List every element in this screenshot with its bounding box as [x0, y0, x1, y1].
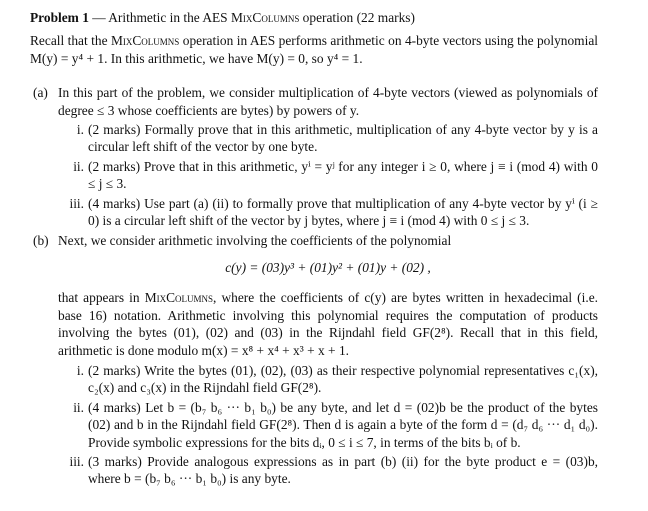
part-b-label: (b) [33, 233, 49, 249]
part-a-text: In this part of the problem, we consider multiplication of 4-byte vectors (viewed as polynomials of degree ≤ 3 whose coefficients are bytes) by powers of y. [58, 85, 598, 118]
item-label: ii. [73, 399, 84, 415]
polynomial-equation: c(y) = (03)y³ + (01)y² + (01)y + (02) , [225, 259, 431, 275]
item-label: iii. [69, 195, 84, 211]
part-b-item-2 [30, 399, 598, 451]
problem-document [30, 9, 598, 488]
intro-text-1: Recall that the [30, 33, 111, 49]
item-text: (2 marks) Prove that in this arithmetic, yⁱ = yʲ for any integer i ≥ 0, where j ≡ i (mod 4) with 0 ≤ j ≤ 3. [88, 158, 598, 192]
part-b-item-1 [30, 362, 598, 397]
problem-number: Problem 1 [30, 10, 89, 25]
part-b-text: Next, we consider arithmetic involving the coefficients of the polynomial [58, 233, 452, 249]
item-text: (3 marks) Provide analogous expressions as in part (b) (ii) for the byte product e = (03)b, where b = (b₇ b₆ ··· b₁ b₀) is any byte. [88, 453, 598, 487]
mixcolumns-term: MixColumns [144, 290, 214, 306]
item-label: i. [76, 122, 84, 138]
part-a-item-3 [30, 195, 598, 230]
part-a-item-2 [30, 158, 598, 193]
title-tail: operation (22 marks) [299, 10, 415, 25]
problem-title [30, 9, 598, 26]
part-a-label: (a) [33, 85, 48, 101]
title-text: — Arithmetic in the AES [92, 10, 231, 25]
item-label: iii. [69, 453, 84, 469]
item-text: (2 marks) Write the bytes (01), (02), (03) as their respective polynomial representatives c₁(x), c₂(x) and c₃(x) in the Rijndahl field GF(2⁸). [88, 362, 598, 396]
item-text: (2 marks) Formally prove that in this arithmetic, multiplication of any 4-byte vector by y is a circular left shift of the vector by one byte. [88, 122, 598, 155]
intro-text-2: operation in AES performs arithmetic on 4-byte vectors using the polynomial M(y) = y⁴ + 1. In this arithmetic, we have M(y) = 0, so y⁴ = 1. [30, 33, 598, 66]
item-text: (4 marks) Use part (a) (ii) to formally prove that multiplication of any 4-byte vector by yⁱ (i ≥ 0) is a circular left shift of the vector by j bytes, where j ≡ i (mod 4) with 0 ≤ j ≤ 3. [88, 195, 598, 229]
part-b-item-3 [30, 453, 598, 488]
part-b [30, 232, 598, 358]
part-b-text-2: , where the coefficients of c(y) are bytes written in hexadecimal (i.e. base 16) notation. Arithmetic involving this polynomial requires the computation of products involving the bytes (01), (02) and (03) in the Rijndahl field GF(2⁸). Recall that in this field, arithmetic is done modulo m(x) = x⁸ + x⁴ + x³ + x + 1. [58, 290, 598, 358]
item-label: i. [76, 362, 84, 378]
part-b-text-1: that appears in [58, 290, 145, 306]
item-text: (4 marks) Let b = (b₇ b₆ ··· b₁ b₀) be any byte, and let d = (02)b be the product of the bytes (02) and b in the Rijndahl field GF(2⁸). Then d is again a byte of the form d = (d₇ d₆ ··· d₁ d₀). Provide symbolic expressions for the bits dᵢ, 0 ≤ i ≤ 7, in terms of the bits bᵢ of b. [88, 399, 598, 450]
part-a [30, 84, 598, 119]
part-b-paragraph [58, 289, 598, 359]
part-a-item-1 [30, 121, 598, 156]
intro-paragraph [30, 32, 598, 67]
mixcolumns-term: MixColumns [110, 33, 180, 49]
mixcolumns-term: MixColumns [230, 10, 300, 25]
item-label: ii. [73, 158, 84, 174]
